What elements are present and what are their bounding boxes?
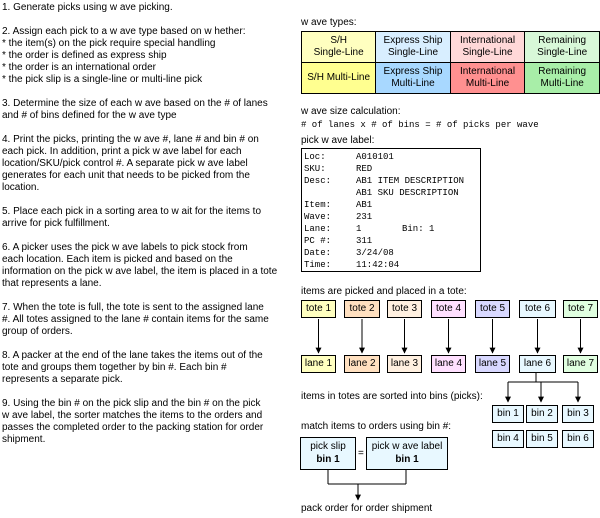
tote-3: tote 3 <box>387 300 422 318</box>
step-line: each location. Each item is picked and based on the <box>2 254 233 265</box>
bin-6: bin 6 <box>562 430 594 448</box>
lane-2: lane 2 <box>344 355 380 373</box>
wave-type-line-2: Multi-Line <box>540 78 584 89</box>
wave-type-line-1: S/H <box>330 35 347 46</box>
wave-label-value: 11:42:04 <box>356 260 400 270</box>
wave-label-key: Lane: <box>304 224 332 234</box>
step-line: * the pick slip is a single-line or multi-line pick <box>2 74 203 85</box>
wave-type-line-1: Express Ship <box>383 35 443 46</box>
wave-label-key: SKU: <box>304 164 326 174</box>
equals-sign: = <box>358 448 364 459</box>
wave-type-line-1: Express Ship <box>383 66 443 77</box>
step-line: 3. Determine the size of each w ave based on the # of lanes <box>2 98 268 109</box>
wave-label-value: 1 <box>356 224 362 234</box>
wave-label-value: AB1 ITEM DESCRIPTION <box>356 176 465 186</box>
step-line: passes the completed order to the packing station for order <box>2 422 264 433</box>
step-line: group of orders. <box>2 326 73 337</box>
step-line: each pick. In addition, print a pick w ave label for each <box>2 146 242 157</box>
wave-label-value: A010101 <box>356 152 394 162</box>
bin-4: bin 4 <box>492 430 524 448</box>
wave-type-line-1: International <box>460 66 516 77</box>
wave-label-key: Wave: <box>304 212 332 222</box>
lane-7: lane 7 <box>563 355 598 373</box>
step-line: * the order is defined as express ship <box>2 50 167 61</box>
flow-title: items are picked and placed in a tote: <box>301 286 467 297</box>
wave-label-key: Desc: <box>304 176 332 186</box>
wave-label-key: Loc: <box>304 152 326 162</box>
wave-label-key: Item: <box>304 200 332 210</box>
wave-label-value: AB1 SKU DESCRIPTION <box>356 188 459 198</box>
pack-order-label: pack order for order shipment <box>301 503 433 514</box>
step-line: information on the pick w ave label, the item is placed in a tote <box>2 266 278 277</box>
step-line: location. <box>2 182 40 193</box>
wave-size-formula: # of lanes x # of bins = # of picks per wave <box>301 120 539 130</box>
step-line: 9. Using the bin # on the pick slip and the bin # on the pick <box>2 398 261 409</box>
wave-types-title: w ave types: <box>301 17 357 28</box>
wave-type-line-1: Remaining <box>538 35 587 46</box>
wave-label-value: 311 <box>356 236 373 246</box>
step-line: 5. Place each pick in a sorting area to w ait for the items to <box>2 206 262 217</box>
wave-type-line-2: Single-Line <box>462 47 513 58</box>
bin-1: bin 1 <box>492 405 524 423</box>
pick-slip-line-1: pick slip <box>310 441 346 452</box>
bins-title: items in totes are sorted into bins (picks): <box>301 391 483 402</box>
step-line: tote and groups them together by bin #. Each bin # <box>2 362 227 373</box>
step-line: shipment. <box>2 434 46 445</box>
wave-label-bin: Bin: 1 <box>402 224 435 234</box>
tote-4: tote 4 <box>431 300 466 318</box>
bin-2: bin 2 <box>526 405 558 423</box>
lane-3: lane 3 <box>387 355 422 373</box>
wave-type-line-2: Single-Line <box>387 47 439 58</box>
wave-label-value: RED <box>356 164 373 174</box>
wave-label-value: 231 <box>356 212 373 222</box>
tote-7: tote 7 <box>563 300 598 318</box>
step-line: 2. Assign each pick to a w ave type based on w hether: <box>2 26 246 37</box>
wave-label-key: Time: <box>304 260 332 270</box>
pick-wave-label-line-2: bin 1 <box>395 454 419 465</box>
lane-6: lane 6 <box>519 355 556 373</box>
wave-size-title: w ave size calculation: <box>301 106 401 117</box>
tote-5: tote 5 <box>475 300 510 318</box>
tote-1: tote 1 <box>301 300 336 318</box>
wave-label-title: pick w ave label: <box>301 135 375 146</box>
step-line: 7. When the tote is full, the tote is sent to the assigned lane <box>2 302 264 313</box>
step-line: * the item(s) on the pick require special handling <box>2 38 216 49</box>
step-line: 8. A packer at the end of the lane takes the items out of the <box>2 350 263 361</box>
tote-6: tote 6 <box>519 300 556 318</box>
wave-label-key: PC #: <box>304 236 332 246</box>
bin-5: bin 5 <box>526 430 558 448</box>
lane-4: lane 4 <box>431 355 466 373</box>
wave-label-value: AB1 <box>356 200 373 210</box>
wave-type-line-2: Multi-Line <box>465 78 510 89</box>
tote-2: tote 2 <box>344 300 380 318</box>
step-line: and # of bins defined for the w ave type <box>2 110 177 121</box>
wave-type-line-1: International <box>460 35 516 46</box>
pick-wave-label-line-1: pick w ave label <box>371 441 443 452</box>
bin-3: bin 3 <box>562 405 594 423</box>
step-line: generates for each unit that needs to be picked from the <box>2 170 250 181</box>
wave-label-value: 3/24/08 <box>356 248 394 258</box>
wave-type-line-2: Single-Line <box>537 47 588 58</box>
step-line: 4. Print the picks, printing the w ave #, lane # and bin # on <box>2 134 259 145</box>
pick-slip-line-2: bin 1 <box>316 454 340 465</box>
step-line: arrive for pick fulfillment. <box>2 218 110 229</box>
match-title: match items to orders using bin #: <box>301 421 452 432</box>
wave-type-line-1: S/H Multi-Line <box>307 72 371 83</box>
wave-label-key: Date: <box>304 248 332 258</box>
step-line: location/SKU/pick control #. A separate pick w ave label <box>2 158 248 169</box>
step-line: 6. A picker uses the pick w ave labels to pick stock from <box>2 242 248 253</box>
step-line: * the order is an international order <box>2 62 156 73</box>
step-line: that represents a lane. <box>2 278 102 289</box>
step-line: #. All totes assigned to the lane # contain items for the same <box>2 314 269 325</box>
wave-type-line-1: Remaining <box>538 66 587 77</box>
step-line: w ave label, the sorter matches the items to the orders and <box>2 410 263 421</box>
lane-5: lane 5 <box>475 355 510 373</box>
lane-1: lane 1 <box>301 355 336 373</box>
step-line: represents a separate pick. <box>2 374 123 385</box>
wave-type-line-2: Single-Line <box>313 47 364 58</box>
wave-type-line-2: Multi-Line <box>391 78 435 89</box>
step-line: 1. Generate picks using w ave picking. <box>2 2 173 13</box>
